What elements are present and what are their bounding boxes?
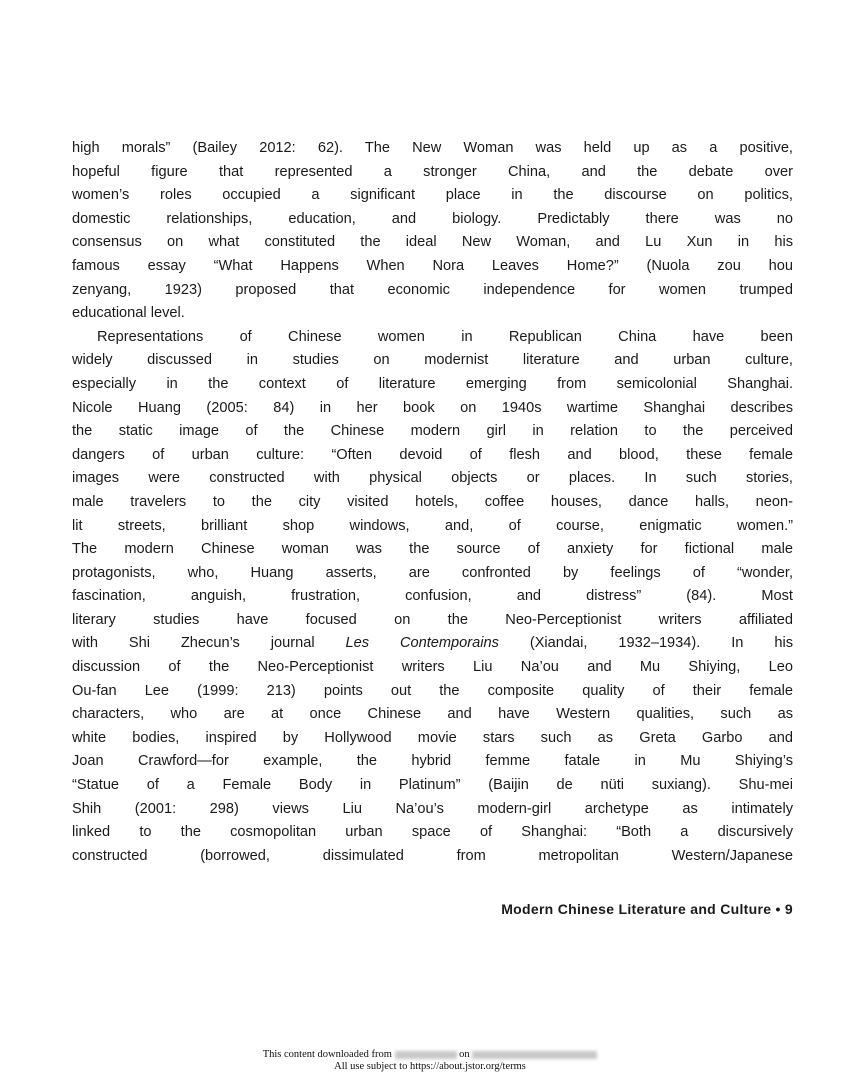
text-line	[72, 184, 793, 208]
text-line	[72, 515, 793, 539]
terms-notice: All use subject to https://about.jstor.org/terms	[334, 1061, 526, 1072]
body-text	[72, 137, 793, 868]
text-segment: fascination, anguish, frustration, confusion, and distress” (84). Most	[72, 588, 793, 605]
text-segment: lit streets, brilliant shop windows, and, of course, enigmatic women.”	[72, 517, 793, 534]
download-notice: This content downloaded from on	[0, 1049, 860, 1061]
text-segment: protagonists, who, Huang asserts, are confronted by feelings of “wonder,	[72, 564, 793, 581]
text-line	[72, 562, 793, 586]
text-line	[72, 609, 793, 633]
text-line	[72, 326, 793, 350]
text-segment: women’s roles occupied a significant place in the discourse on politics,	[72, 187, 793, 204]
text-line	[72, 137, 793, 161]
text-segment: educational level.	[72, 305, 185, 322]
text-line	[72, 845, 793, 869]
text-segment: Representations of Chinese women in Republican China have been	[97, 328, 793, 345]
running-footer: Modern Chinese Literature and Culture • 9	[501, 901, 793, 917]
text-line	[72, 255, 793, 279]
text-segment: high morals” (Bailey 2012: 62). The New Woman was held up as a positive,	[72, 140, 793, 156]
text-segment: linked to the cosmopolitan urban space of Shanghai: “Both a discursively	[72, 824, 793, 841]
text-segment: (Xiandai, 1932–1934). In his	[498, 635, 793, 652]
text-line	[72, 727, 793, 751]
text-segment: male travelers to the city visited hotels, coffee houses, dance halls, neon-	[72, 493, 793, 510]
text-segment: especially in the context of literature emerging from semicolonial Shanghai.	[72, 375, 793, 392]
text-segment: The modern Chinese woman was the source of anxiety for fictional male	[72, 541, 793, 558]
text-line	[72, 750, 793, 774]
text-segment: consensus on what constituted the ideal New Woman, and Lu Xun in his	[72, 234, 793, 251]
text-segment: Nicole Huang (2005: 84) in her book on 1940s wartime Shanghai describes	[72, 399, 793, 416]
text-line	[72, 208, 793, 232]
text-segment: the static image of the Chinese modern girl in relation to the perceived	[72, 423, 793, 440]
text-segment: Joan Crawford—for example, the hybrid femme fatale in Mu Shiying’s	[72, 753, 793, 770]
text-line	[72, 680, 793, 704]
text-line	[72, 349, 793, 373]
redacted-ip	[395, 1051, 457, 1059]
text-line	[72, 373, 793, 397]
text-segment: Shih (2001: 298) views Liu Na’ou’s modern-girl archetype as intimately	[72, 800, 793, 817]
text-line	[72, 821, 793, 845]
jstor-notice	[0, 1049, 860, 1073]
text-segment: hopeful figure that represented a stronger China, and the debate over	[72, 163, 793, 180]
redacted-date	[472, 1051, 597, 1059]
text-segment: famous essay “What Happens When Nora Leaves Home?” (Nuola zou hou	[72, 257, 793, 274]
text-segment: characters, who are at once Chinese and have Western qualities, such as	[72, 706, 793, 723]
text-segment: with Shi Zhecun’s journal	[72, 635, 346, 652]
text-line	[72, 302, 793, 326]
text-line	[72, 703, 793, 727]
text-segment: constructed (borrowed, dissimulated from metropolitan Western/Japanese	[72, 847, 793, 864]
text-line	[72, 491, 793, 515]
text-line	[72, 632, 793, 656]
text-segment: literary studies have focused on the Neo-Perceptionist writers affiliated	[72, 611, 793, 628]
text-line	[72, 279, 793, 303]
text-segment: images were constructed with physical objects or places. In such stories,	[72, 470, 793, 487]
text-segment: white bodies, inspired by Hollywood movie stars such as Greta Garbo and	[72, 729, 793, 746]
text-line	[72, 231, 793, 255]
text-line	[72, 420, 793, 444]
text-line	[72, 656, 793, 680]
italic-title: Les Contemporains	[345, 635, 499, 652]
text-line	[72, 774, 793, 798]
text-segment: widely discussed in studies on modernist literature and urban culture,	[72, 352, 793, 369]
text-line	[72, 538, 793, 562]
text-segment: discussion of the Neo-Perceptionist writers Liu Na’ou and Mu Shiying, Leo	[72, 659, 793, 676]
text-line	[72, 467, 793, 491]
text-segment: domestic relationships, education, and biology. Predictably there was no	[72, 210, 793, 227]
text-segment: Ou-fan Lee (1999: 213) points out the composite quality of their female	[72, 682, 793, 699]
text-line	[72, 585, 793, 609]
text-line	[72, 161, 793, 185]
text-segment: zenyang, 1923) proposed that economic independence for women trumped	[72, 281, 793, 298]
text-line	[72, 444, 793, 468]
text-segment: “Statue of a Female Body in Platinum” (Baijin de nüti suxiang). Shu-mei	[72, 777, 793, 794]
text-line	[72, 397, 793, 421]
text-line	[72, 798, 793, 822]
text-segment: dangers of urban culture: “Often devoid of flesh and blood, these female	[72, 446, 793, 463]
